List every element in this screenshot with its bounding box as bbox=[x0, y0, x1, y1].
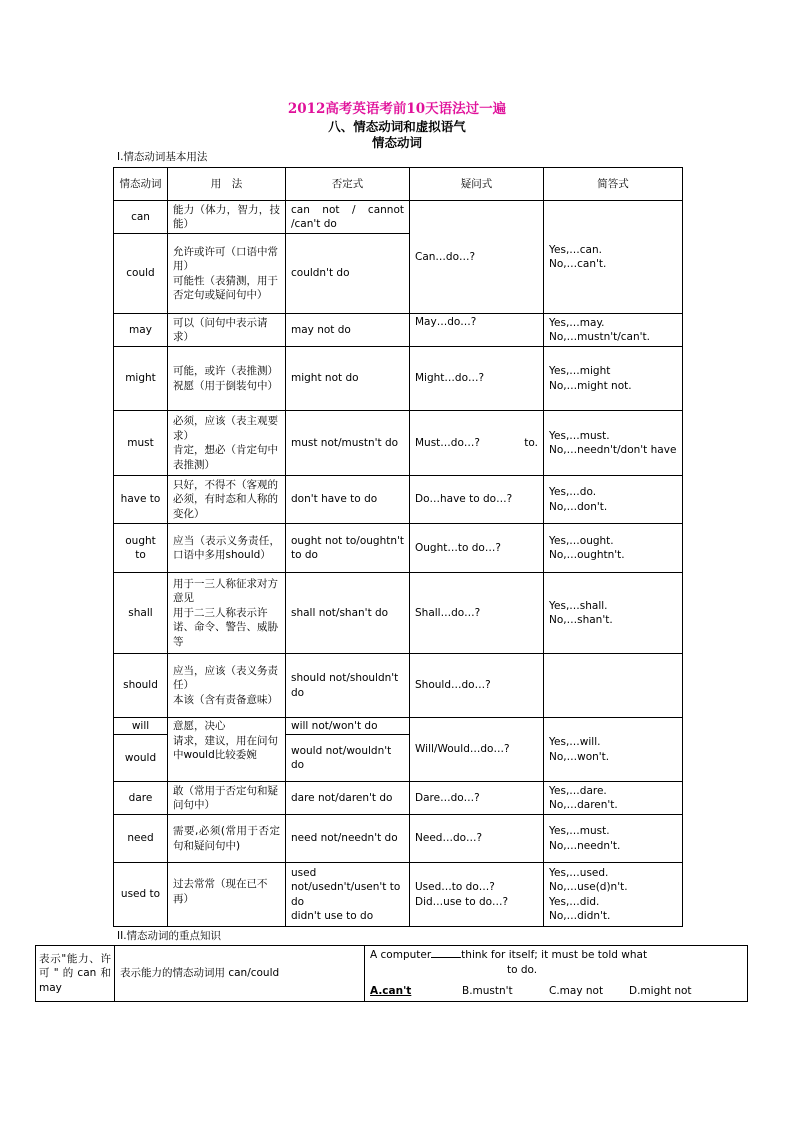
chapter-title: 八、情态动词和虚拟语气 bbox=[328, 119, 466, 134]
section-title: 情态动词 bbox=[371, 135, 422, 150]
negative-cell: will not/won't do bbox=[286, 718, 410, 735]
verb-cell: used to bbox=[114, 863, 168, 927]
question-cell: May…do…? bbox=[410, 314, 544, 347]
question-cell: Do…have to do…? bbox=[410, 476, 544, 524]
usage-cell: 用于一三人称征求对方意见 用于二三人称表示许诺、命令、警告、威胁等 bbox=[168, 573, 286, 654]
answer-cell: Yes,…will. No,…won't. bbox=[544, 718, 683, 782]
answer-cell: Yes,…might No,…might not. bbox=[544, 347, 683, 411]
verb-cell: might bbox=[114, 347, 168, 411]
question-cell: Will/Would…do…? bbox=[410, 718, 544, 782]
table-row bbox=[114, 524, 683, 573]
question-part-2: think for itself; it must be told what bbox=[461, 949, 648, 961]
document-title: 2012高考英语考前10天语法过一遍 bbox=[287, 101, 507, 117]
verb-cell: may bbox=[114, 314, 168, 347]
negative-cell: must not/mustn't do bbox=[286, 411, 410, 476]
answer-cell: Yes,…ought. No,…oughtn't. bbox=[544, 524, 683, 573]
verb-cell: would bbox=[114, 735, 168, 782]
negative-cell: ought not to/oughtn't to do bbox=[286, 524, 410, 573]
table-row bbox=[114, 718, 683, 735]
column-header: 用 法 bbox=[168, 168, 286, 201]
negative-cell: would not/wouldn't do bbox=[286, 735, 410, 782]
column-header: 疑问式 bbox=[410, 168, 544, 201]
usage-line: 意愿，决心 bbox=[173, 720, 226, 732]
usage-cell: 应当（表示义务责任，口语中多用should） bbox=[168, 524, 286, 573]
question-cell: Should…do…? bbox=[410, 654, 544, 718]
answer-cell: Yes,…used. No,…use(d)n't. Yes,…did. No,…didn't. bbox=[544, 863, 683, 927]
topic-cell: 表示"能力、许可"的can和may bbox=[36, 946, 115, 1002]
negative-cell: can not / cannot /can't do bbox=[286, 201, 410, 234]
table-row bbox=[114, 347, 683, 411]
verb-cell: shall bbox=[114, 573, 168, 654]
verb-cell: should bbox=[114, 654, 168, 718]
usage-cell: 应当，应该（表义务责任） 本该（含有责备意味） bbox=[168, 654, 286, 718]
question-cell: Shall…do…? bbox=[410, 573, 544, 654]
section1-label: I.情态动词基本用法 bbox=[117, 151, 208, 163]
answer-blank bbox=[431, 947, 461, 958]
verb-cell: have to bbox=[114, 476, 168, 524]
answer-cell: Yes,…dare. No,…daren't. bbox=[544, 782, 683, 815]
table-row bbox=[114, 201, 683, 234]
question-cell: Dare…do…? bbox=[410, 782, 544, 815]
question-cell: Need…do…? bbox=[410, 815, 544, 863]
usage-cell: 只好，不得不（客观的必须，有时态和人称的变化） bbox=[168, 476, 286, 524]
verb-cell: can bbox=[114, 201, 168, 234]
negative-cell: need not/needn't do bbox=[286, 815, 410, 863]
question-text: Must…do…? bbox=[415, 436, 480, 449]
question-cell: Ought…to do…? bbox=[410, 524, 544, 573]
usage-cell: 必须，应该（表主观要求） 肯定，想必（肯定句中表推测） bbox=[168, 411, 286, 476]
table-row bbox=[114, 654, 683, 718]
question-stem bbox=[370, 947, 742, 963]
answer-cell: Yes,…must. No,…needn't. bbox=[544, 815, 683, 863]
negative-cell: couldn't do bbox=[286, 234, 410, 314]
option-a-text: A.can't bbox=[370, 985, 412, 997]
usage-cell bbox=[168, 718, 286, 782]
rule-cell: 表示能力的情态动词用 can/could bbox=[115, 946, 365, 1002]
table-row bbox=[114, 815, 683, 863]
usage-line: 请求，建议，用在问句中would比较委婉 bbox=[173, 734, 278, 761]
negative-cell: don't have to do bbox=[286, 476, 410, 524]
verb-cell: dare bbox=[114, 782, 168, 815]
question-cell bbox=[410, 411, 544, 476]
table-row bbox=[114, 314, 683, 347]
verb-cell: will bbox=[114, 718, 168, 735]
section2-label: II.情态动词的重点知识 bbox=[117, 930, 222, 942]
negative-cell: shall not/shan't do bbox=[286, 573, 410, 654]
usage-cell: 允许或许可（口语中常用） 可能性（表猜测，用于否定句或疑问句中） bbox=[168, 234, 286, 314]
table-row bbox=[114, 863, 683, 927]
column-header: 否定式 bbox=[286, 168, 410, 201]
option-c: C.may not bbox=[549, 985, 604, 997]
table-row bbox=[114, 782, 683, 815]
answer-cell: Yes,…must. No,…needn't/don't have bbox=[544, 411, 683, 476]
modal-verbs-table bbox=[113, 167, 683, 927]
answer-cell: Yes,…may. No,…mustn't/can't. bbox=[544, 314, 683, 347]
question-cell: Might…do…? bbox=[410, 347, 544, 411]
option-a bbox=[370, 985, 411, 997]
verb-cell: ought to bbox=[114, 524, 168, 573]
negative-cell: dare not/daren't do bbox=[286, 782, 410, 815]
answer-cell: Yes,…can. No,…can't. bbox=[544, 201, 683, 314]
negative-cell: used not/usedn't/usen't to do didn't use to do bbox=[286, 863, 410, 927]
negative-cell: might not do bbox=[286, 347, 410, 411]
negative-cell: may not do bbox=[286, 314, 410, 347]
question-cell: Can…do…? bbox=[410, 201, 544, 314]
negative-cell: should not/shouldn't do bbox=[286, 654, 410, 718]
answer-cell: Yes,…shall. No,…shan't. bbox=[544, 573, 683, 654]
verb-cell: could bbox=[114, 234, 168, 314]
question-continuation: to do. bbox=[507, 963, 538, 976]
usage-cell: 可能，或许（表推测） 祝愿（用于倒装句中） bbox=[168, 347, 286, 411]
column-header: 情态动词 bbox=[114, 168, 168, 201]
verb-cell: need bbox=[114, 815, 168, 863]
table-header-row bbox=[114, 168, 683, 201]
question-extra: to. bbox=[524, 436, 538, 449]
question-part-1: A computer bbox=[370, 949, 432, 961]
usage-cell: 过去常常（现在已不再） bbox=[168, 863, 286, 927]
option-b: B.mustn't bbox=[462, 985, 513, 997]
usage-cell: 需要,必须(常用于否定句和疑问句中) bbox=[168, 815, 286, 863]
table-row bbox=[114, 411, 683, 476]
table-row bbox=[114, 573, 683, 654]
table-row bbox=[114, 476, 683, 524]
column-header: 简答式 bbox=[544, 168, 683, 201]
verb-cell: must bbox=[114, 411, 168, 476]
usage-cell: 敢（常用于否定句和疑问句中） bbox=[168, 782, 286, 815]
option-d: D.might not bbox=[629, 985, 692, 997]
usage-cell: 能力（体力，智力，技能） bbox=[168, 201, 286, 234]
usage-cell: 可以（问句中表示请求） bbox=[168, 314, 286, 347]
question-cell: Used…to do…? Did…use to do…? bbox=[410, 863, 544, 927]
answer-cell: Yes,…do. No,…don't. bbox=[544, 476, 683, 524]
answer-cell bbox=[544, 654, 683, 718]
